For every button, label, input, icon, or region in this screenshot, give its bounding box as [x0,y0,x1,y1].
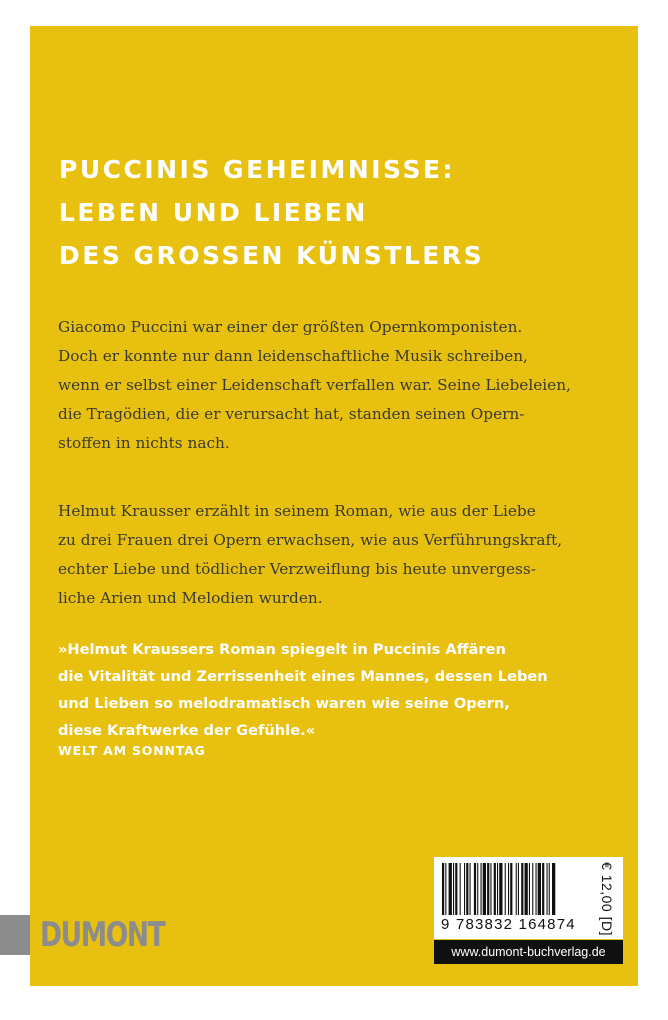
publisher-logo: DUMONT [40,915,165,955]
barcode-bar [477,863,478,915]
barcode-bar [470,863,471,915]
quote-source: WELT AM SONNTAG [58,743,206,758]
paragraph-line: zu drei Frauen drei Opern erwachsen, wie aus Verführungskraft, [58,531,563,549]
barcode-bar [538,863,541,915]
barcode-bar [525,863,528,915]
barcode-bar [449,863,452,915]
barcode-bar [529,863,530,915]
barcode-bar [453,863,454,915]
barcode-bar [490,863,491,915]
barcode-bar [445,863,446,915]
paragraph-line: wenn er selbst einer Leidenschaft verfallen war. Seine Liebeleien, [58,376,571,394]
barcode-bar [508,863,509,915]
paragraph-line: liche Arien und Melodien wurden. [58,589,323,607]
barcode-bar [547,863,548,915]
barcode-bar [510,863,512,915]
barcode-bar [542,863,544,915]
barcode-bar [494,863,496,915]
quote-line: und Lieben so melodramatisch waren wie seine Opern, [58,695,510,712]
barcode-bar [497,863,498,915]
barcode-bar [460,863,461,915]
price-label: € 12,00 [D] [599,862,615,936]
barcode-bar [442,863,444,915]
price-label-wrapper [593,862,621,936]
paragraph-line: Helmut Krausser erzählt in seinem Roman, wie aus der Liebe [58,502,536,520]
isbn-number: 9 783832 164874 [441,916,576,933]
barcode-bar [521,863,523,915]
barcode-bar [552,863,555,915]
paragraph-line: Doch er konnte nur dann leidenschaftliche Musik schreiben, [58,347,528,365]
barcode-bar [466,863,468,915]
barcode-bar [487,863,489,915]
quote-line: die Vitalität und Zerrissenheit eines Mannes, dessen Leben [58,668,548,685]
barcode-bar [499,863,502,915]
publisher-website: www.dumont-buchverlag.de [451,945,606,959]
press-quote [58,636,548,744]
barcode-bar [536,863,537,915]
barcode-bar [518,863,519,915]
quote-line: »Helmut Kraussers Roman spiegelt in Puccinis Affären [58,641,506,658]
paragraph-line: die Tragödien, die er verursacht hat, standen seinen Opern- [58,405,525,423]
barcode-bar [505,863,506,915]
barcode-bar [483,863,486,915]
barcode-icon [442,863,588,915]
barcode-bar [464,863,465,915]
barcode-bar [455,863,457,915]
publisher-logo-stripe [0,915,30,955]
barcode-bar [532,863,533,915]
barcode-bar [516,863,517,915]
description-paragraph-1 [58,313,571,458]
paragraph-line: stoffen in nichts nach. [58,434,230,452]
paragraph-line: echter Liebe und tödlicher Verzweiflung bis heute unvergess- [58,560,536,578]
headline-line: LEBEN UND LIEBEN [59,198,368,227]
barcode-bar [474,863,476,915]
paragraph-line: Giacomo Puccini war einer der größten Opernkomponisten. [58,318,523,336]
barcode-bar [481,863,482,915]
barcode-bar [549,863,550,915]
headline-line: PUCCINIS GEHEIMNISSE: [59,155,456,184]
quote-line: diese Kraftwerke der Gefühle.« [58,722,316,739]
headline [59,148,484,277]
description-paragraph-2 [58,497,562,613]
headline-line: DES GROSSEN KÜNSTLERS [59,241,485,270]
